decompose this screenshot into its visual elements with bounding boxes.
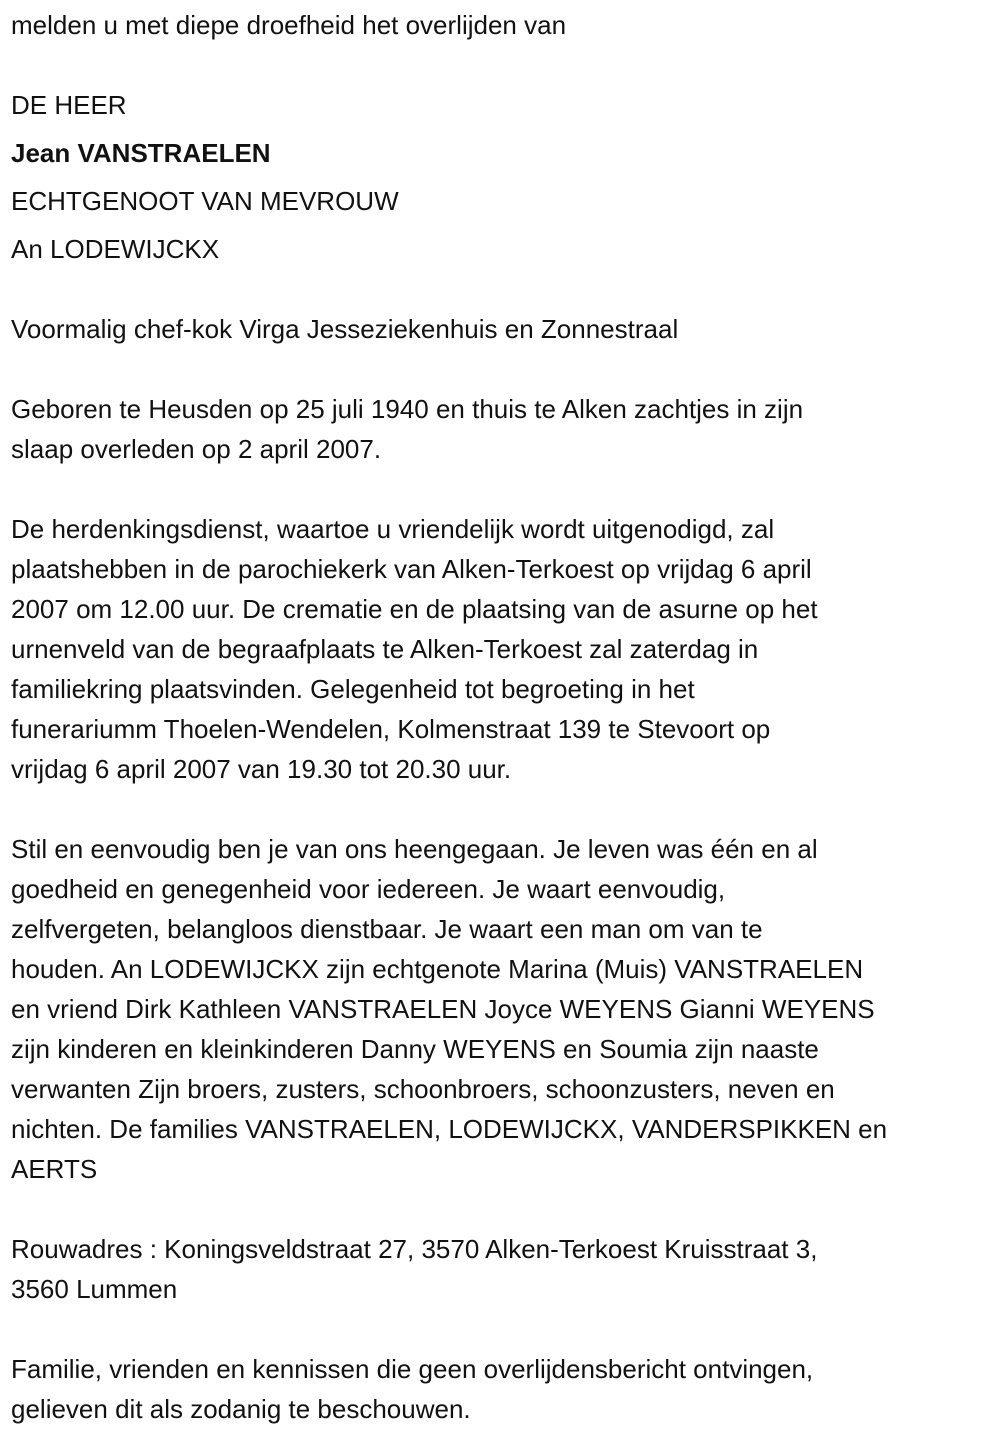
text-line: AERTS (11, 1154, 98, 1184)
relation: ECHTGENOOT VAN MEVROUW (11, 186, 399, 216)
text-line: nichten. De families VANSTRAELEN, LODEWIJCKX, VANDERSPIKKEN en (11, 1114, 888, 1144)
text-line: plaatshebben in de parochiekerk van Alken-Terkoest op vrijdag 6 april (11, 554, 812, 584)
text-line: goedheid en genegenheid voor iedereen. Je waart eenvoudig, (11, 874, 726, 904)
text-line: Familie, vrienden en kennissen die geen overlijdensbericht ontvingen, (11, 1354, 814, 1384)
text-line: en vriend Dirk Kathleen VANSTRAELEN Joyce WEYENS Gianni WEYENS (11, 994, 875, 1024)
spacer (11, 269, 1000, 309)
text-line: 2007 om 12.00 uur. De crematie en de plaatsing van de asurne op het (11, 594, 818, 624)
text-line: Geboren te Heusden op 25 juli 1940 en thuis te Alken zachtjes in zijn (11, 394, 804, 424)
birth-death-paragraph (11, 389, 1000, 469)
spacer (11, 1309, 1000, 1349)
text-line: zelfvergeten, belangloos dienstbaar. Je waart een man om van te (11, 914, 763, 944)
spacer (11, 1189, 1000, 1229)
text-line: zijn kinderen en kleinkinderen Danny WEYENS en Soumia zijn naaste (11, 1034, 819, 1064)
text-line: slaap overleden op 2 april 2007. (11, 434, 382, 464)
spouse-name: An LODEWIJCKX (11, 234, 220, 264)
deceased-name: Jean VANSTRAELEN (11, 138, 271, 168)
closing-paragraph (11, 1349, 1000, 1429)
spacer (11, 789, 1000, 829)
tribute-paragraph (11, 829, 1000, 1189)
text-line: familiekring plaatsvinden. Gelegenheid tot begroeting in het (11, 674, 695, 704)
text-line: gelieven dit als zodanig te beschouwen. (11, 1394, 471, 1424)
text-line: vrijdag 6 april 2007 van 19.30 tot 20.30 uur. (11, 754, 512, 784)
title: DE HEER (11, 90, 127, 120)
text-line: funerariumm Thoelen-Wendelen, Kolmenstraat 139 te Stevoort op (11, 714, 771, 744)
service-paragraph (11, 509, 1000, 789)
spacer (11, 45, 1000, 85)
address-paragraph (11, 1229, 1000, 1309)
text-line: Stil en eenvoudig ben je van ons heengegaan. Je leven was één en al (11, 834, 818, 864)
text-line: urnenveld van de begraafplaats te Alken-Terkoest zal zaterdag in (11, 634, 759, 664)
text-line: 3560 Lummen (11, 1274, 178, 1304)
spacer (11, 349, 1000, 389)
text-line: De herdenkingsdienst, waartoe u vriendelijk wordt uitgenodigd, zal (11, 514, 775, 544)
text-line: verwanten Zijn broers, zusters, schoonbroers, schoonzusters, neven en (11, 1074, 835, 1104)
occupation: Voormalig chef-kok Virga Jesseziekenhuis en Zonnestraal (11, 314, 679, 344)
intro-text: melden u met diepe droefheid het overlijden van (11, 10, 567, 40)
spacer (11, 469, 1000, 509)
text-line: houden. An LODEWIJCKX zijn echtgenote Marina (Muis) VANSTRAELEN (11, 954, 864, 984)
text-line: Rouwadres : Koningsveldstraat 27, 3570 Alken-Terkoest Kruisstraat 3, (11, 1234, 818, 1264)
